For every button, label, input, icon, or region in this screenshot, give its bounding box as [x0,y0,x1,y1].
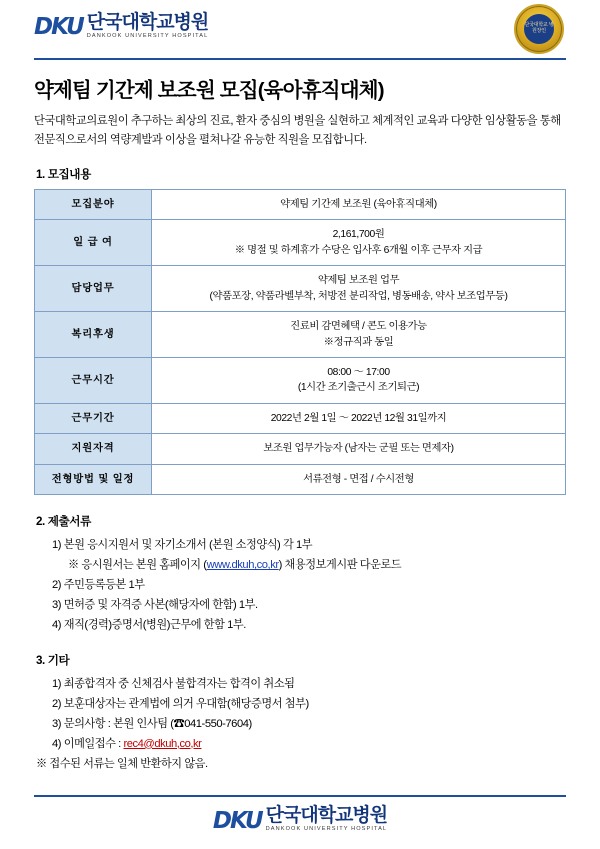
value-line: 2,161,700원 [332,229,385,241]
list-item: 4) 재직(경력)증명서(병원)근무에 한함 1부. [52,618,246,631]
table-row [35,312,566,358]
value-line: 약제팀 기간제 보조원 (육아휴직대체) [280,198,437,210]
row-label: 근무시간 [35,358,152,404]
documents-note [52,556,566,576]
hospital-logo [34,13,208,46]
list-item: 1) 본원 응시지원서 및 자기소개서 (본원 소정양식) 각 1부 [52,539,313,552]
footer-logo-text [266,806,388,833]
list-item: 2) 보훈대상자는 관계법에 의거 우대함(해당증명서 첨부) [52,697,309,710]
email-item [52,735,566,755]
row-label: 근무기간 [35,403,152,433]
table-row [35,358,566,404]
value-line: (1시간 조기출근시 조기퇴근) [297,382,420,394]
list-item: 3) 문의사항 : 본원 인사팀 (☎041-550-7604) [52,717,252,730]
page-title: 약제팀 기간제 보조원 모집(육아휴직대체) [34,79,384,102]
footer-logo [213,806,387,833]
logo-english-name: DANKOOK UNIVERSITY HOSPITAL [86,32,209,39]
value-line: 진료비 감면혜택 / 콘도 이용가능 [290,321,427,333]
value-line: 2022년 2월 1일 ～ 2022년 12월 31일까지 [270,412,447,424]
row-label: 지원자격 [35,434,152,464]
homepage-link[interactable]: www.dkuh,co,kr [206,559,279,572]
value-line: 보조원 업무가능자 (남자는 군필 또는 면제자) [263,443,454,455]
row-label: 일 급 여 [35,220,152,266]
list-item: 1) 최종합격자 중 신체검사 불합격자는 합격이 취소됨 [52,677,295,690]
row-value [152,434,566,464]
email-link[interactable]: rec4@dkuh,co,kr [123,737,202,750]
footnote: ※ 접수된 서류는 일체 반환하지 않음. [36,757,208,770]
row-value [152,220,566,266]
document-header [34,0,566,60]
table-row [35,403,566,433]
row-value [152,358,566,404]
row-value [152,312,566,358]
value-line: (약품포장, 약품라벨부착, 처방전 분리작업, 병동배송, 약사 보조업무등) [209,290,508,302]
footer-logo-korean-name: 단국대학교병원 [265,805,388,827]
dku-logo-icon: DKU [212,808,262,834]
list-item: 3) 면허증 및 자격증 사본(해당자에 한함) 1부. [52,599,258,611]
logo-korean-name: 단국대학교병원 [86,11,209,33]
value-line: 08:00 ～ 17:00 [327,367,390,378]
intro-paragraph: 단국대학교의료원이 추구하는 최상의 진료, 환자 중심의 병원을 실현하고 체계적인 교육과 다양한 임상활동을 통해 전문직으로서의 역량계발과 이상을 펼쳐나갈 유능한 직원을 모집합니다. [34,115,561,146]
table-row [35,464,566,494]
row-label: 모집분야 [35,189,152,219]
list-item: 2) 주민등록등본 1부 [52,579,145,592]
etc-list [34,675,566,775]
table-row [35,220,566,266]
value-line: ※ 명절 및 하계휴가 수당은 입사후 6개월 이후 근무자 지급 [234,244,483,256]
footer-logo-english-name: DANKOOK UNIVERSITY HOSPITAL [265,826,388,833]
table-row [35,189,566,219]
row-label: 전형방법 및 일정 [35,464,152,494]
table-row [35,434,566,464]
official-seal-icon [514,4,564,54]
row-value [152,266,566,312]
section-heading-documents: 2. 제출서류 [36,515,91,529]
dku-logo-icon: DKU [34,14,83,41]
section-heading-etc: 3. 기타 [36,653,70,667]
row-value [152,189,566,219]
row-label: 담당업무 [35,266,152,312]
row-label: 복리후생 [35,312,152,358]
seal-inner-text: 단국대학교 병원장인 [524,14,554,44]
value-line: 약제팀 보조원 업무 [317,275,400,287]
logo-text [87,13,209,40]
documents-list [34,536,566,636]
row-value [152,464,566,494]
recruitment-info-table [34,189,566,495]
table-row [35,266,566,312]
section-heading-recruitment: 1. 모집내용 [36,167,91,181]
value-line: 서류전형 - 면접 / 수시전형 [303,473,414,485]
email-label: 4) 이메일접수 : [52,737,124,750]
note-suffix: ) 채용정보게시판 다운로드 [278,559,402,572]
row-value [152,403,566,433]
document-footer [34,795,566,833]
note-prefix: ※ 응시원서는 본원 홈페이지 ( [68,559,207,572]
value-line: ※정규직과 동일 [323,336,394,348]
